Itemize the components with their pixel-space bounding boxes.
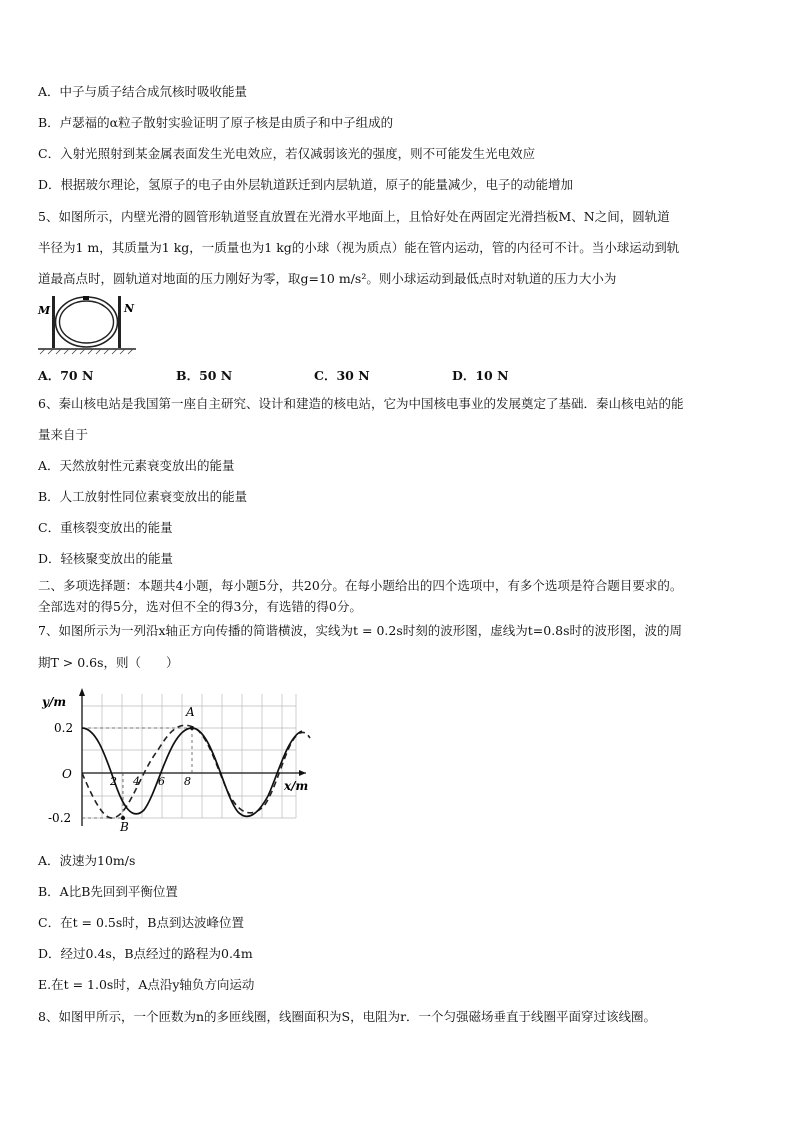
q7-option-c: C．在t = 0.5s时，B点到达波峰位置 bbox=[38, 915, 244, 930]
q5-stem-line3: 道最高点时，圆轨道对地面的压力刚好为零，取g=10 m/s²。则小球运动到最低点时对轨道的压力大小为 bbox=[38, 271, 617, 286]
q6-option-a: A．天然放射性元素衰变放出的能量 bbox=[38, 458, 235, 473]
q5-stem-line1: 5、如图所示，内壁光滑的圆管形轨道竖直放置在光滑水平地面上，且恰好处在两固定光滑挡板M、N之间，圆轨道 bbox=[38, 209, 670, 224]
q7-option-d: D．经过0.4s，B点经过的路程为0.4m bbox=[38, 946, 253, 961]
section2-instructions-line1: 二、多项选择题：本题共4小题，每小题5分，共20分。在每小题给出的四个选项中，有多个选项是符合题目要求的。 bbox=[38, 578, 683, 593]
ball bbox=[83, 296, 89, 300]
q5-option-a: A．70 N bbox=[38, 368, 94, 383]
q5-options bbox=[38, 366, 598, 384]
q7-stem-line1: 7、如图所示为一列沿x轴正方向传播的简谐横波，实线为t = 0.2s时刻的波形图，虚线为t=0.8s时的波形图，波的周 bbox=[38, 623, 683, 638]
q7-option-a: A．波速为10m/s bbox=[38, 853, 136, 868]
x-tick-6: 6 bbox=[158, 775, 165, 788]
x-tick-4: 4 bbox=[133, 775, 140, 788]
q6-option-d: D．轻核聚变放出的能量 bbox=[38, 551, 174, 566]
y-axis-label: y/m bbox=[42, 695, 67, 709]
q5-option-b: B．50 N bbox=[176, 368, 233, 383]
dashed-wave bbox=[82, 725, 310, 818]
section2-instructions-line2: 全部选对的得5分，选对但不全的得3分，有选错的得0分。 bbox=[38, 599, 362, 614]
figure-label-m: M bbox=[38, 304, 51, 317]
q8-stem-line1: 8、如图甲所示，一个匝数为n的多匝线圈，线圈面积为S，电阻为r．一个匀强磁场垂直于线圈平面穿过该线圈。 bbox=[38, 1009, 657, 1024]
figure-label-n: N bbox=[124, 302, 135, 315]
q7-option-b: B．A比B先回到平衡位置 bbox=[38, 884, 178, 899]
origin-label: O bbox=[62, 767, 72, 781]
q4-option-a: A．中子与质子结合成氘核时吸收能量 bbox=[38, 84, 248, 99]
x-tick-2: 2 bbox=[110, 775, 117, 788]
label-point-a: A bbox=[186, 705, 195, 719]
y-tick-neg-0-2: -0.2 bbox=[48, 811, 72, 825]
q5-figure-ring-track bbox=[36, 292, 146, 356]
plate-n bbox=[118, 296, 121, 348]
q6-option-b: B．人工放射性同位素衰变放出的能量 bbox=[38, 489, 248, 504]
ring-outer bbox=[56, 297, 118, 347]
x-tick-8: 8 bbox=[184, 775, 191, 788]
q4-option-c: C．入射光照射到某金属表面发生光电效应，若仅减弱该光的强度，则不可能发生光电效应 bbox=[38, 146, 536, 161]
q7-option-e: E.在t = 1.0s时，A点沿y轴负方向运动 bbox=[38, 977, 255, 992]
ring-inner bbox=[60, 301, 114, 343]
q4-option-b: B．卢瑟福的α粒子散射实验证明了原子核是由质子和中子组成的 bbox=[38, 115, 394, 130]
q7-stem-line2: 期T > 0.6s，则（ ） bbox=[38, 655, 179, 670]
q6-stem-line2: 量来自于 bbox=[38, 427, 89, 442]
point-a bbox=[190, 726, 194, 730]
q6-option-c: C．重核裂变放出的能量 bbox=[38, 520, 173, 535]
q7-wave-figure bbox=[40, 686, 330, 836]
label-point-b: B bbox=[120, 820, 129, 834]
y-tick-0-2: 0.2 bbox=[54, 721, 74, 735]
q5-option-d: D．10 N bbox=[452, 368, 509, 383]
y-axis-arrow bbox=[79, 688, 85, 696]
x-axis-arrow bbox=[299, 770, 306, 776]
plate-m bbox=[52, 296, 55, 348]
q5-option-c: C．30 N bbox=[314, 368, 370, 383]
q6-stem-line1: 6、秦山核电站是我国第一座自主研究、设计和建造的核电站，它为中国核电事业的发展奠定了基础．秦山核电站的能 bbox=[38, 396, 684, 411]
q4-option-d: D．根据玻尔理论，氢原子的电子由外层轨道跃迁到内层轨道，原子的能量减少，电子的动能增加 bbox=[38, 177, 574, 192]
x-axis-label: x/m bbox=[284, 779, 309, 793]
q5-stem-line2: 半径为1 m，其质量为1 kg，一质量也为1 kg的小球（视为质点）能在管内运动，管的内径可不计。当小球运动到轨 bbox=[38, 240, 680, 255]
